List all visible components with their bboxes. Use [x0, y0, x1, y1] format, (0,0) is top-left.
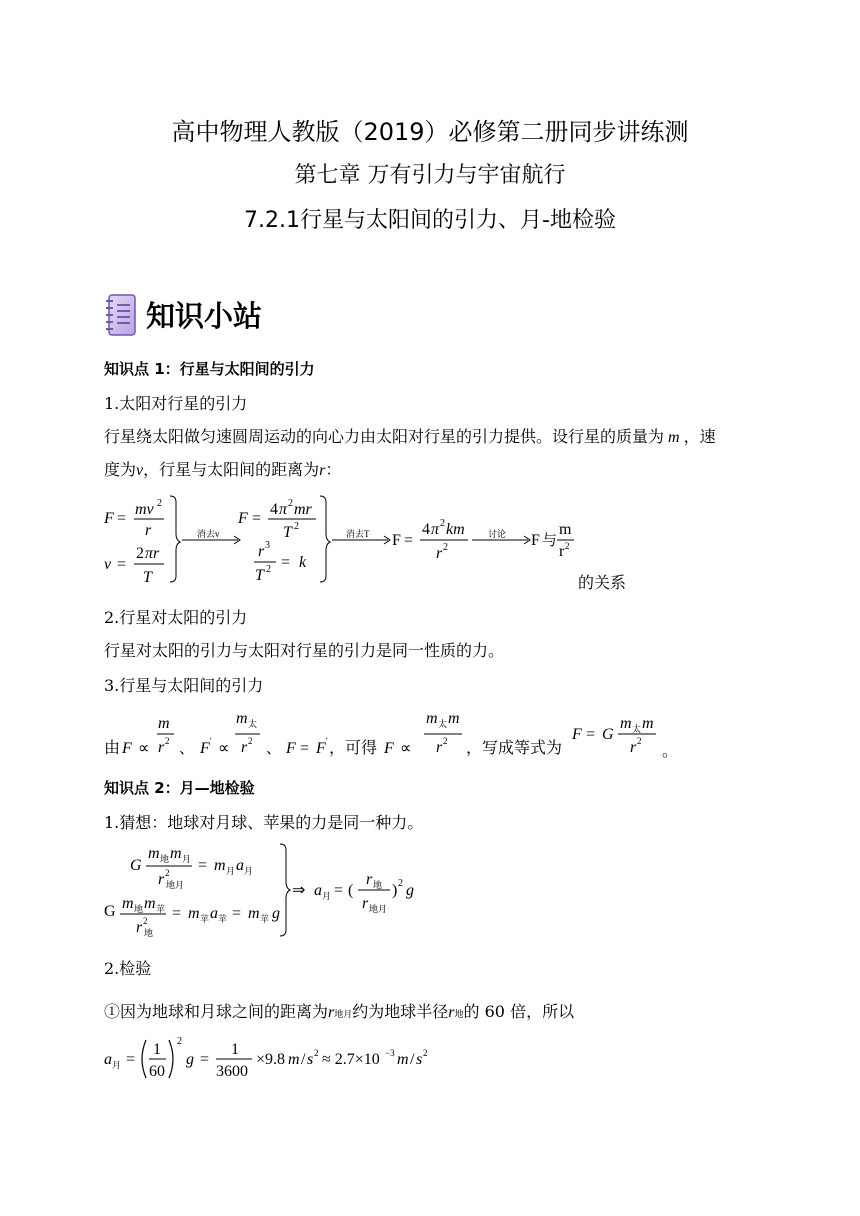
kp1-item1-line2-a: 度为 [104, 460, 137, 479]
svg-text:∝: ∝ [218, 740, 230, 757]
svg-text:G: G [104, 903, 116, 920]
svg-text:1: 1 [153, 1041, 161, 1058]
svg-text:地: 地 [134, 904, 144, 914]
svg-text:F: F [122, 740, 132, 757]
svg-text:r: r [241, 739, 248, 756]
item3-end: 。 [662, 743, 679, 760]
svg-text:=: = [404, 532, 414, 549]
svg-text:a: a [236, 857, 244, 874]
svg-text:mr: mr [294, 501, 312, 518]
kp1-item1-line2 [104, 457, 341, 480]
item3-dun1: 、 [179, 741, 195, 757]
svg-text:3600: 3600 [216, 1063, 248, 1080]
kp1-item1-line1-end: ，速 [683, 427, 716, 446]
kp1-item1-title: 1.太阳对行星的引力 [104, 394, 248, 413]
svg-text:π: π [431, 521, 440, 538]
svg-text:F: F [384, 740, 394, 757]
svg-text:T: T [255, 567, 264, 584]
svg-text:G: G [130, 857, 142, 874]
svg-text:2: 2 [423, 1048, 428, 1058]
svg-text:m: m [448, 710, 460, 727]
kp2-item2-line1-c: 的 60 倍，所以 [463, 1002, 575, 1021]
knowledge-point-1-title: 知识点 1：行星与太阳间的引力 [104, 360, 315, 378]
svg-text:r: r [436, 545, 443, 562]
svg-text:k: k [299, 554, 307, 571]
svg-text:太: 太 [248, 719, 258, 729]
svg-text:1: 1 [231, 1041, 239, 1058]
svg-text:πr: πr [145, 545, 160, 562]
svg-text:r: r [362, 895, 369, 912]
svg-text:⇒: ⇒ [292, 882, 306, 899]
svg-text:月: 月 [182, 854, 192, 864]
svg-text:2: 2 [443, 542, 448, 553]
svg-text:mv: mv [135, 501, 154, 518]
svg-text:=: = [334, 882, 344, 899]
svg-text:=: = [117, 556, 127, 573]
svg-text:s: s [416, 1051, 423, 1068]
svg-text:m: m [122, 895, 134, 912]
document-title: 高中物理人教版（2019）必修第二册同步讲练测 [171, 118, 689, 146]
svg-text:地月: 地月 [369, 904, 388, 914]
acceleration-formula [100, 1030, 460, 1094]
svg-text:T: T [283, 524, 292, 541]
svg-text:2: 2 [157, 498, 162, 509]
svg-text:≈ 2.7×10: ≈ 2.7×10 [322, 1051, 380, 1068]
svg-text:r: r [136, 919, 143, 936]
svg-text:m: m [620, 715, 632, 732]
svg-text:∝: ∝ [400, 740, 412, 757]
svg-text:m: m [397, 1051, 409, 1068]
section-title: 7.2.1行星与太阳间的引力、月-地检验 [244, 208, 616, 233]
svg-text:r: r [366, 871, 373, 888]
svg-text:m: m [214, 857, 226, 874]
svg-text:2: 2 [294, 521, 299, 532]
svg-text:苹: 苹 [156, 904, 166, 914]
svg-text:与: 与 [542, 533, 558, 549]
svg-text:4: 4 [422, 521, 430, 538]
proportionality-formula [100, 706, 680, 770]
svg-text:2: 2 [398, 878, 403, 889]
svg-text:F: F [531, 532, 540, 549]
svg-text:m: m [426, 710, 438, 727]
svg-text:g: g [186, 1051, 194, 1068]
svg-text:g: g [406, 882, 414, 899]
item3-kede: ，可得 [329, 740, 378, 757]
svg-text:∝: ∝ [138, 740, 150, 757]
svg-text:π: π [279, 501, 288, 518]
svg-text:m: m [170, 845, 182, 862]
kp1-item1-line2-c: ： [325, 460, 342, 479]
kp1-item1-line1 [104, 424, 716, 447]
svg-text:2: 2 [143, 916, 148, 926]
svg-text:v: v [104, 556, 112, 573]
svg-text:2: 2 [165, 868, 170, 878]
svg-text:2: 2 [177, 1036, 182, 1047]
svg-text:2: 2 [136, 545, 144, 562]
svg-text:': ' [326, 736, 328, 746]
svg-text:F: F [572, 726, 582, 743]
svg-text:=: = [172, 905, 182, 922]
kp1-item2-text: 行星对太阳的引力与太阳对行星的引力是同一性质的力。 [104, 641, 505, 660]
kp2-item2-title: 2.检验 [104, 959, 152, 978]
arrow-label-1: 消去v [197, 529, 220, 539]
svg-text:a: a [314, 882, 322, 899]
svg-text:): ) [392, 882, 398, 899]
svg-text:地: 地 [144, 928, 154, 938]
kp2-item2-line1-a: ①因为地球和月球之间的距离为 [104, 1002, 329, 1021]
kp1-item1-line2-b: ，行星与太阳间的距离为 [143, 460, 320, 479]
svg-text:m: m [236, 710, 248, 727]
arrow-label-2: 消去T [346, 529, 370, 539]
svg-text:g: g [272, 905, 280, 922]
svg-text:=: = [586, 726, 596, 743]
svg-text:2: 2 [165, 736, 170, 746]
item3-dun2: 、 [266, 741, 282, 757]
svg-text:F: F [286, 740, 296, 757]
svg-text:r: r [559, 543, 565, 560]
svg-text:4: 4 [270, 501, 278, 518]
svg-text:2: 2 [288, 498, 293, 509]
svg-text:(: ( [348, 882, 354, 899]
kp1-item1-line1-text: 行星绕太阳做匀速圆周运动的向心力由太阳对行星的引力提供。设行星的质量为 [104, 427, 665, 446]
svg-text:2: 2 [248, 736, 253, 746]
svg-text:太: 太 [438, 719, 448, 729]
svg-text:2: 2 [637, 736, 642, 746]
derivation-formula [100, 490, 640, 594]
svg-text:月: 月 [322, 891, 332, 901]
kp2-item1-title: 1.猜想：地球对月球、苹果的力是同一种力。 [104, 813, 424, 832]
svg-text:T: T [143, 569, 152, 586]
svg-text:×9.8: ×9.8 [256, 1051, 286, 1068]
svg-text:月: 月 [244, 866, 254, 876]
kp1-item2-title: 2.行星对太阳的引力 [104, 608, 248, 627]
svg-text:r: r [145, 522, 152, 539]
svg-text:F: F [392, 532, 401, 549]
chapter-title: 第七章 万有引力与宇宙航行 [294, 163, 566, 188]
svg-text:2: 2 [314, 1048, 319, 1058]
svg-text:m: m [148, 845, 160, 862]
svg-text:月: 月 [112, 1060, 122, 1070]
svg-text:=: = [252, 510, 262, 527]
svg-text:/: / [301, 1051, 306, 1068]
svg-text:m: m [144, 895, 156, 912]
symbol-r: r [319, 462, 326, 479]
svg-text:苹: 苹 [260, 914, 270, 924]
svg-text:2: 2 [443, 736, 448, 746]
svg-text:m: m [288, 1051, 300, 1068]
svg-text:m: m [158, 715, 170, 732]
svg-text:F: F [200, 740, 210, 757]
svg-text:太: 太 [632, 724, 642, 734]
svg-text:地月: 地月 [166, 880, 185, 890]
svg-text:2: 2 [565, 541, 570, 551]
svg-text:3: 3 [265, 540, 270, 551]
svg-text:地: 地 [160, 854, 170, 864]
svg-text:m: m [559, 521, 572, 538]
svg-text:月: 月 [226, 866, 236, 876]
svg-text:r: r [158, 871, 165, 888]
svg-text:F: F [104, 510, 114, 527]
svg-text:=: = [200, 1051, 210, 1068]
svg-text:=: = [117, 510, 127, 527]
svg-text:r: r [158, 739, 165, 756]
symbol-r-earth-moon: r [328, 1004, 335, 1021]
symbol-m: m [664, 429, 684, 446]
svg-text:s: s [307, 1051, 314, 1068]
moon-earth-formula [100, 840, 440, 944]
svg-text:F: F [238, 510, 248, 527]
svg-text:苹: 苹 [200, 914, 210, 924]
svg-text:=: = [281, 554, 291, 571]
svg-text:2: 2 [440, 518, 445, 529]
svg-text:2: 2 [266, 564, 271, 575]
svg-text:60: 60 [149, 1063, 165, 1080]
svg-text:': ' [210, 736, 212, 746]
svg-text:=: = [126, 1051, 136, 1068]
arrow-label-3: 讨论 [488, 529, 507, 539]
svg-text:F: F [316, 740, 326, 757]
svg-text:km: km [446, 521, 465, 538]
svg-text:m: m [188, 905, 200, 922]
svg-text:m: m [248, 905, 260, 922]
svg-text:r: r [630, 739, 637, 756]
svg-text:r: r [258, 543, 265, 560]
svg-text:苹: 苹 [218, 914, 228, 924]
svg-text:a: a [210, 905, 218, 922]
kp2-item2-line1: ①因为地球和月球之间的距离为r地月约为地球半径r地的 60 倍，所以 [104, 1002, 575, 1021]
derivation-suffix: 的关系 [578, 573, 627, 592]
svg-text:−3: −3 [385, 1048, 395, 1058]
kp1-item3-title: 3.行星与太阳间的引力 [104, 676, 264, 695]
item3-you: 由 [104, 740, 121, 757]
svg-text:地: 地 [373, 880, 383, 890]
svg-text:G: G [602, 726, 614, 743]
symbol-v: v [136, 462, 144, 479]
svg-text:a: a [104, 1051, 112, 1068]
svg-text:m: m [642, 715, 654, 732]
svg-text:r: r [436, 739, 443, 756]
svg-text:=: = [232, 905, 242, 922]
item3-xie: ，写成等式为 [466, 740, 563, 757]
svg-text:/: / [410, 1051, 415, 1068]
svg-text:=: = [198, 857, 208, 874]
notebook-icon [104, 293, 138, 341]
symbol-r-earth: r [448, 1004, 455, 1021]
kp2-item2-line1-b: 约为地球半径 [352, 1002, 449, 1021]
knowledge-point-2-title: 知识点 2：月—地检验 [104, 779, 255, 797]
knowledge-station-heading: 知识小站 [146, 299, 263, 333]
svg-text:=: = [300, 740, 310, 757]
